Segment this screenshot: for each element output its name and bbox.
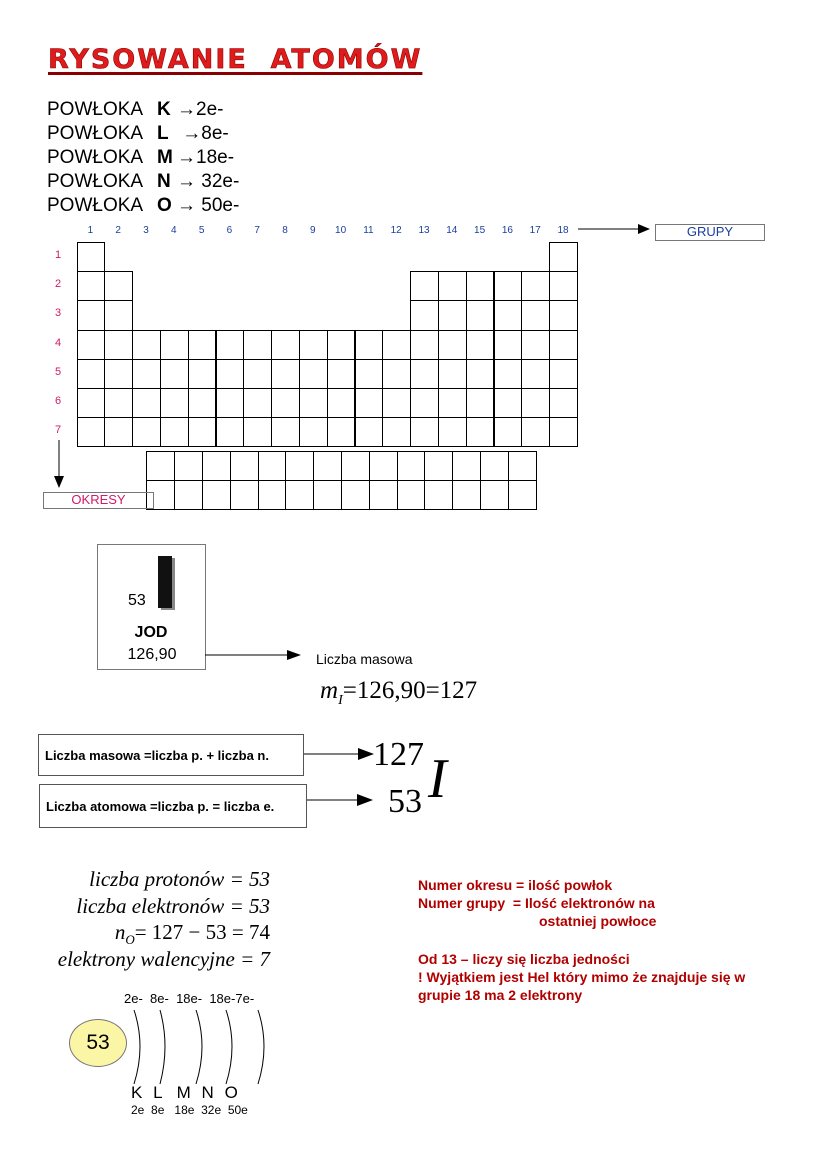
table-cell xyxy=(188,330,217,360)
table-cell xyxy=(438,388,467,418)
table-cell xyxy=(410,271,439,301)
table-cell xyxy=(104,388,133,418)
table-cell xyxy=(355,417,384,447)
table-cell xyxy=(410,388,439,418)
table-cell xyxy=(285,480,314,510)
table-cell xyxy=(397,480,426,510)
table-cell xyxy=(243,359,272,389)
table-cell xyxy=(258,480,287,510)
group-number: 4 xyxy=(171,225,177,236)
table-cell xyxy=(132,359,161,389)
table-cell xyxy=(216,330,245,360)
table-cell xyxy=(355,359,384,389)
table-cell xyxy=(327,417,356,447)
group-number: 1 xyxy=(87,225,94,236)
table-cell xyxy=(104,330,133,360)
neutrons-equation: $n_O= 127 - 53 = 74$ xyxy=(114,920,270,948)
note-helium-exception: ! Wyjątkiem jest Hel który mimo że znajduje się w xyxy=(418,969,746,985)
shell-letters: K L M N O xyxy=(131,1083,238,1102)
table-cell xyxy=(271,359,300,389)
protons-equation: liczba protonów = 53 xyxy=(89,867,270,891)
table-cell xyxy=(285,451,314,481)
table-cell xyxy=(299,359,328,389)
electron-shell-arcs xyxy=(120,1004,280,1090)
table-cell xyxy=(327,388,356,418)
table-cell xyxy=(188,388,217,418)
table-cell xyxy=(494,271,523,301)
table-cell xyxy=(438,330,467,360)
table-cell xyxy=(466,330,495,360)
group-number: 14 xyxy=(446,225,458,236)
table-cell xyxy=(230,451,259,481)
table-cell xyxy=(452,480,481,510)
table-cell xyxy=(521,330,550,360)
table-cell xyxy=(521,300,550,330)
mass-arrow-icon xyxy=(205,648,305,662)
table-cell xyxy=(77,271,106,301)
table-cell xyxy=(299,330,328,360)
group-number: 5 xyxy=(198,225,205,236)
shell-row-k: POWŁOKA K →2e- xyxy=(47,99,224,120)
table-cell xyxy=(521,359,550,389)
table-cell xyxy=(549,388,578,418)
mass-number-label: Liczba masowa xyxy=(316,651,413,667)
element-name: JOD xyxy=(134,624,168,641)
table-cell xyxy=(466,417,495,447)
table-cell xyxy=(77,359,106,389)
table-cell xyxy=(410,300,439,330)
table-cell xyxy=(480,451,509,481)
group-number: 15 xyxy=(474,225,486,236)
table-cell xyxy=(521,271,550,301)
table-cell xyxy=(382,359,411,389)
table-cell xyxy=(243,417,272,447)
table-cell xyxy=(438,300,467,330)
table-cell xyxy=(341,480,370,510)
page-title: RYSOWANIE ATOMÓW xyxy=(48,44,423,75)
table-cell xyxy=(466,359,495,389)
period-number: 4 xyxy=(54,336,62,349)
table-cell xyxy=(160,388,189,418)
note-last-shell: ostatniej powłoce xyxy=(539,913,657,929)
note-helium-group: grupie 18 ma 2 elektrony xyxy=(418,987,583,1003)
table-cell xyxy=(466,388,495,418)
period-number: 1 xyxy=(54,249,62,261)
table-cell xyxy=(494,388,523,418)
shell-row-l: POWŁOKA L →8e- xyxy=(47,123,229,144)
group-number: 11 xyxy=(363,225,374,236)
table-cell xyxy=(466,271,495,301)
group-number: 7 xyxy=(254,225,260,236)
table-cell xyxy=(174,480,203,510)
table-cell xyxy=(549,271,578,301)
shell-max-electrons: 2e 8e 18e 32e 50e xyxy=(131,1103,248,1117)
element-symbol-bar xyxy=(158,556,172,608)
table-cell xyxy=(438,417,467,447)
table-cell xyxy=(438,359,467,389)
table-cell xyxy=(299,388,328,418)
shell-row-o: POWŁOKA O → 50e- xyxy=(47,195,240,216)
table-cell xyxy=(369,480,398,510)
table-cell xyxy=(174,451,203,481)
period-number: 3 xyxy=(54,307,62,320)
mass-definition-box: Liczba masowa =liczba p. + liczba n. xyxy=(38,734,304,776)
element-mass: 126,90 xyxy=(127,646,177,663)
shell-row-n: POWŁOKA N → 32e- xyxy=(47,171,240,192)
atom-nucleus: 53 xyxy=(69,1019,127,1067)
group-number: 12 xyxy=(390,225,402,236)
shell-row-m: POWŁOKA M →18e- xyxy=(47,147,235,168)
table-cell xyxy=(313,480,342,510)
table-cell xyxy=(382,330,411,360)
period-number: 2 xyxy=(54,278,62,291)
note-period-shells: Numer okresu = ilość powłok xyxy=(418,877,613,893)
periods-label: OKRESY xyxy=(43,492,154,509)
group-number: 2 xyxy=(115,225,121,236)
table-cell xyxy=(77,330,106,360)
table-cell xyxy=(410,417,439,447)
table-cell xyxy=(160,417,189,447)
table-cell xyxy=(271,330,300,360)
table-cell xyxy=(271,417,300,447)
period-number: 6 xyxy=(54,395,62,407)
table-cell xyxy=(382,417,411,447)
notation-atomic-number: 53 xyxy=(388,783,422,820)
table-cell xyxy=(104,271,133,301)
table-cell xyxy=(258,451,287,481)
table-cell xyxy=(132,330,161,360)
table-cell xyxy=(202,451,231,481)
table-cell xyxy=(369,451,398,481)
notation-mass-number: 127 xyxy=(373,736,424,773)
table-cell xyxy=(313,451,342,481)
table-cell xyxy=(271,388,300,418)
table-cell xyxy=(508,451,537,481)
shell-electron-counts: 2e- 8e- 18e- 18e-7e- xyxy=(124,991,255,1006)
group-number: 16 xyxy=(501,225,513,236)
table-cell xyxy=(452,451,481,481)
periods-arrow-icon xyxy=(52,440,66,490)
atomic-definition-box: Liczba atomowa =liczba p. = liczba e. xyxy=(39,784,307,828)
table-cell xyxy=(230,480,259,510)
atomic-def-arrow-icon xyxy=(307,792,387,808)
table-cell xyxy=(132,417,161,447)
table-cell xyxy=(410,330,439,360)
table-cell xyxy=(216,417,245,447)
table-cell xyxy=(521,417,550,447)
group-number: 3 xyxy=(143,225,149,236)
table-cell xyxy=(77,388,106,418)
table-cell xyxy=(397,451,426,481)
table-cell xyxy=(132,388,161,418)
group-number: 10 xyxy=(335,225,347,236)
table-cell xyxy=(382,388,411,418)
table-cell xyxy=(188,417,217,447)
table-cell xyxy=(521,388,550,418)
table-cell xyxy=(243,330,272,360)
table-cell xyxy=(549,330,578,360)
table-cell xyxy=(494,417,523,447)
table-cell xyxy=(216,388,245,418)
table-cell xyxy=(549,417,578,447)
table-cell xyxy=(549,359,578,389)
table-cell xyxy=(77,300,106,330)
table-cell xyxy=(508,480,537,510)
group-number: 18 xyxy=(557,225,569,236)
table-cell xyxy=(202,480,231,510)
table-cell xyxy=(549,242,578,272)
table-cell xyxy=(494,330,523,360)
period-number: 7 xyxy=(54,424,62,437)
note-from-13: Od 13 – liczy się liczba jedności xyxy=(418,951,630,967)
table-cell xyxy=(341,451,370,481)
table-cell xyxy=(549,300,578,330)
table-cell xyxy=(188,359,217,389)
table-cell xyxy=(243,388,272,418)
group-number: 6 xyxy=(226,225,233,236)
electrons-equation: liczba elektronów = 53 xyxy=(76,894,270,918)
table-cell xyxy=(146,451,175,481)
group-number: 13 xyxy=(418,225,430,236)
groups-label: GRUPY xyxy=(655,224,765,241)
table-cell xyxy=(466,300,495,330)
groups-arrow-icon xyxy=(578,222,658,236)
valence-equation: elektrony walencyjne = 7 xyxy=(57,947,270,971)
notation-symbol: I xyxy=(428,748,447,810)
table-cell xyxy=(327,330,356,360)
element-atomic-number: 53 xyxy=(128,592,146,609)
table-cell xyxy=(104,417,133,447)
table-cell xyxy=(104,300,133,330)
table-cell xyxy=(77,242,106,272)
table-cell xyxy=(77,417,106,447)
note-group-electrons: Numer grupy = Ilość elektronów na xyxy=(418,895,655,911)
table-cell xyxy=(327,359,356,389)
table-cell xyxy=(494,300,523,330)
group-number: 9 xyxy=(310,225,316,236)
period-number: 5 xyxy=(54,365,62,378)
table-cell xyxy=(424,451,453,481)
mass-equation: $m_I=126,90=127$ xyxy=(320,677,478,708)
group-number: 8 xyxy=(282,225,288,236)
table-cell xyxy=(355,388,384,418)
mass-def-arrow-icon xyxy=(304,746,384,762)
table-cell xyxy=(480,480,509,510)
table-cell xyxy=(216,359,245,389)
table-cell xyxy=(160,359,189,389)
group-number: 17 xyxy=(529,225,541,236)
table-cell xyxy=(104,359,133,389)
table-cell xyxy=(299,417,328,447)
table-cell xyxy=(160,330,189,360)
table-cell xyxy=(410,359,439,389)
table-cell xyxy=(424,480,453,510)
table-cell xyxy=(438,271,467,301)
table-cell xyxy=(494,359,523,389)
table-cell xyxy=(355,330,384,360)
